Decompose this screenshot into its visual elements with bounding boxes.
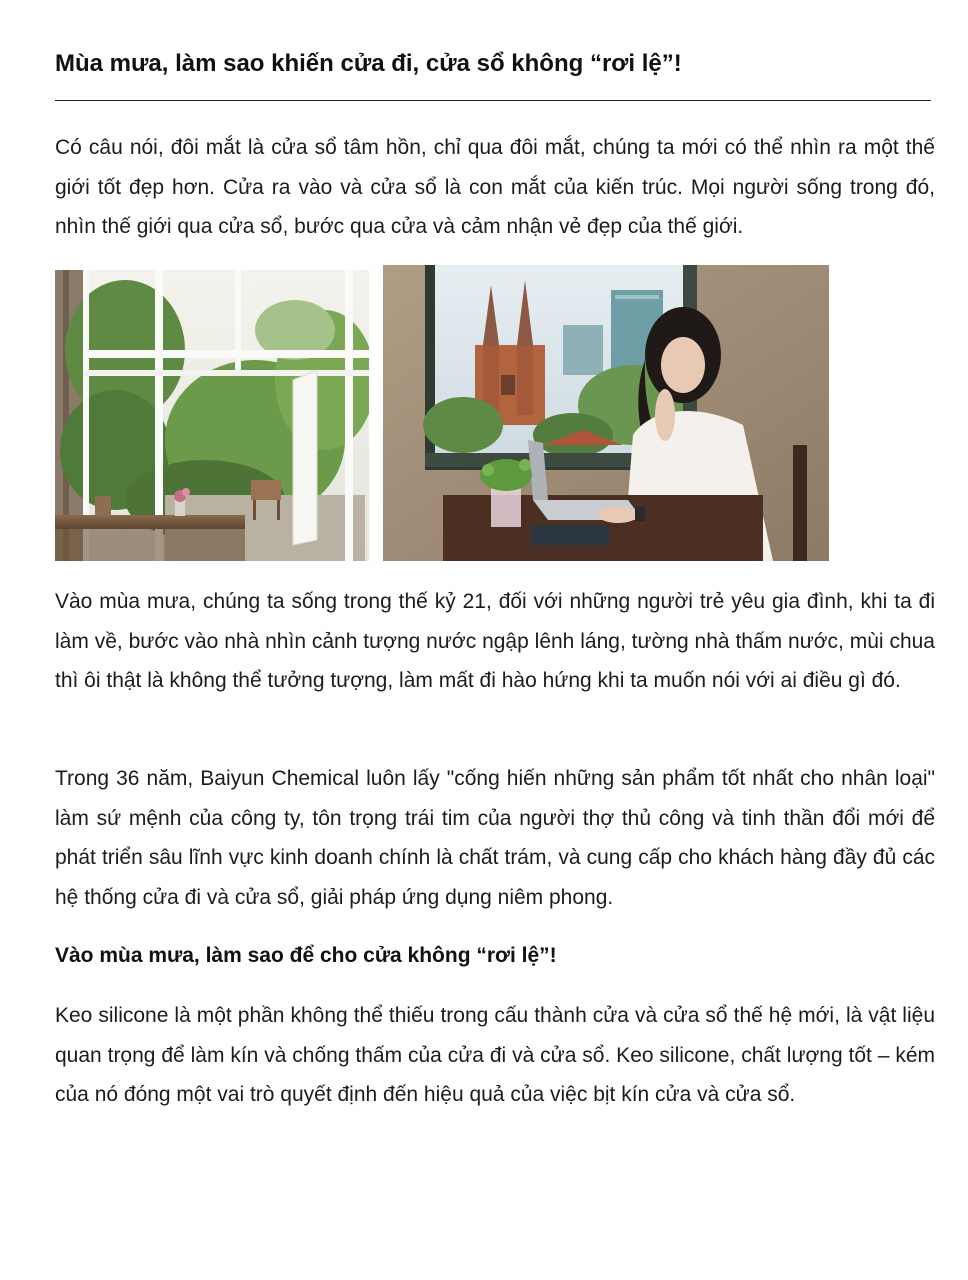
garden-window-photo (55, 270, 369, 561)
paragraph-company: Trong 36 năm, Baiyun Chemical luôn lấy "cống hiến những sản phẩm tốt nhất cho nhân loại" làm sứ mệnh của công ty, tôn trọng trái tim của người thợ thủ công và tinh thần đổi mới để phát triển sâu lĩnh vực kinh doanh chính là chất trám, và cung cấp cho khách hàng đầy đủ các hệ thống cửa đi và cửa sổ, giải pháp ứng dụng niêm phong. (55, 767, 935, 909)
woman-at-window-photo (383, 265, 829, 561)
intro-paragraph: Có câu nói, đôi mắt là cửa sổ tâm hồn, chỉ qua đôi mắt, chúng ta mới có thể nhìn ra một thế giới tốt đẹp hơn. Cửa ra vào và cửa sổ là con mắt của kiến trúc. Mọi người sống trong đó, nhìn thế giới qua cửa sổ, bước qua cửa và cảm nhận vẻ đẹp của thế giới. (55, 136, 935, 238)
paragraph-rainy-season: Vào mùa mưa, chúng ta sống trong thế kỷ 21, đối với những người trẻ yêu gia đình, khi ta đi làm về, bước vào nhà nhìn cảnh tượng nước ngập lênh láng, tường nhà thấm nước, mùi chua thì ôi thật là không thể tưởng tượng, làm mất đi hào hứng khi ta muốn nói với ai điều gì đó. (55, 590, 935, 692)
page-title: Mùa mưa, làm sao khiến cửa đi, cửa sổ không “rơi lệ”! (55, 50, 682, 77)
paragraph-silicone: Keo silicone là một phần không thể thiếu trong cấu thành cửa và cửa sổ thế hệ mới, là vật liệu quan trọng để làm kín và chống thấm của cửa đi và cửa sổ. Keo silicone, chất lượng tốt – kém của nó đóng một vai trò quyết định đến hiệu quả của việc bịt kín cửa và cửa sổ. (55, 1004, 935, 1106)
section-subheading: Vào mùa mưa, làm sao để cho cửa không “rơi lệ”! (55, 944, 557, 967)
title-divider (55, 100, 931, 101)
